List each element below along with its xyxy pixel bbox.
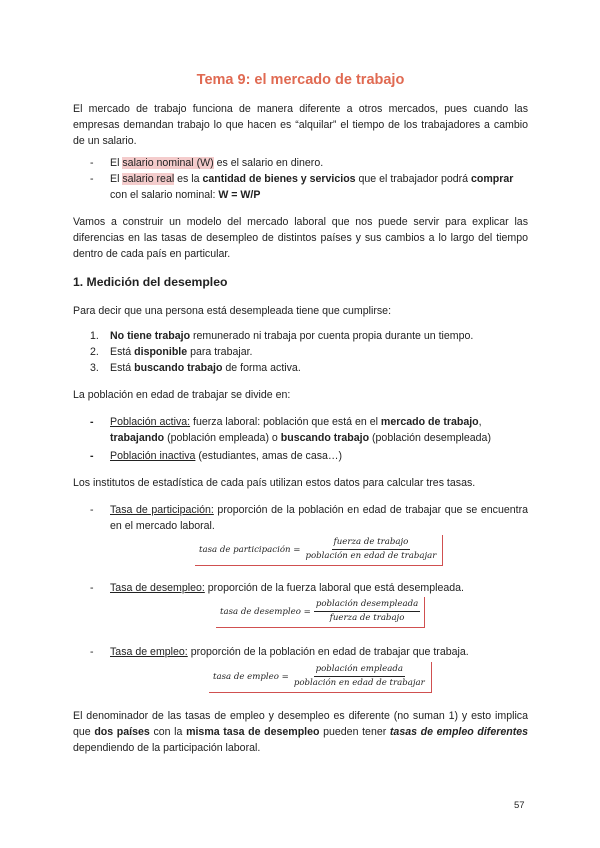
intro-paragraph: El mercado de trabajo funciona de manera diferente a otros mercados, pues cuando las empresas demandan trabajo lo que hacen es “alquilar” el tiempo de los trabajadores a cambio de un salario. [73,103,528,147]
bullet-dash: - [90,582,94,594]
bullet-dash: - [90,450,94,462]
model-paragraph: Vamos a construir un modelo del mercado laboral que nos puede servir para explicar las diferencias en las tasas de desempleo de distintos países y sus cambios a lo largo del tiempo dentro de cada país en particular. [73,216,528,260]
bullet-dash: - [90,646,94,658]
formula-desempleo: tasa de desempleo = $\frac{\text{población desempleada}}{\text{fuerza de trabajo}}$ [216,597,425,628]
highlight-salario-real: salario real [122,173,175,185]
page-number: 57 [514,800,525,811]
bullet-dash: - [90,157,94,169]
closing-paragraph: El denominador de las tasas de empleo y desempleo es diferente (no suman 1) y esto implica que dos países con la misma tasa de desempleo pueden tener tasas de empleo diferentes dependiendo de la participación laboral. [73,710,529,754]
page-title: Tema 9: el mercado de trabajo [196,72,405,88]
highlight-salario-nominal: salario nominal (W) [122,157,214,169]
conditions-lead: Para decir que una persona está desempleada tiene que cumplirse: [73,305,392,317]
population-lead: La población en edad de trabajar se divide en: [73,389,291,401]
bullet-dash: - [90,173,94,185]
bullet-dash: - [90,416,94,428]
bullet-dash: - [90,504,94,516]
formula-participacion: tasa de participación = $\frac{\text{fuerza de trabajo}}{\text{población en edad de trabajar}}$ [195,535,443,566]
formula-empleo: tasa de empleo = $\frac{\text{población empleada}}{\text{población en edad de trabajar}}$ [209,662,432,693]
section-heading: 1. Medición del desempleo [73,275,228,289]
rates-lead: Los institutos de estadística de cada país utilizan estos datos para calcular tres tasas. [73,477,476,489]
